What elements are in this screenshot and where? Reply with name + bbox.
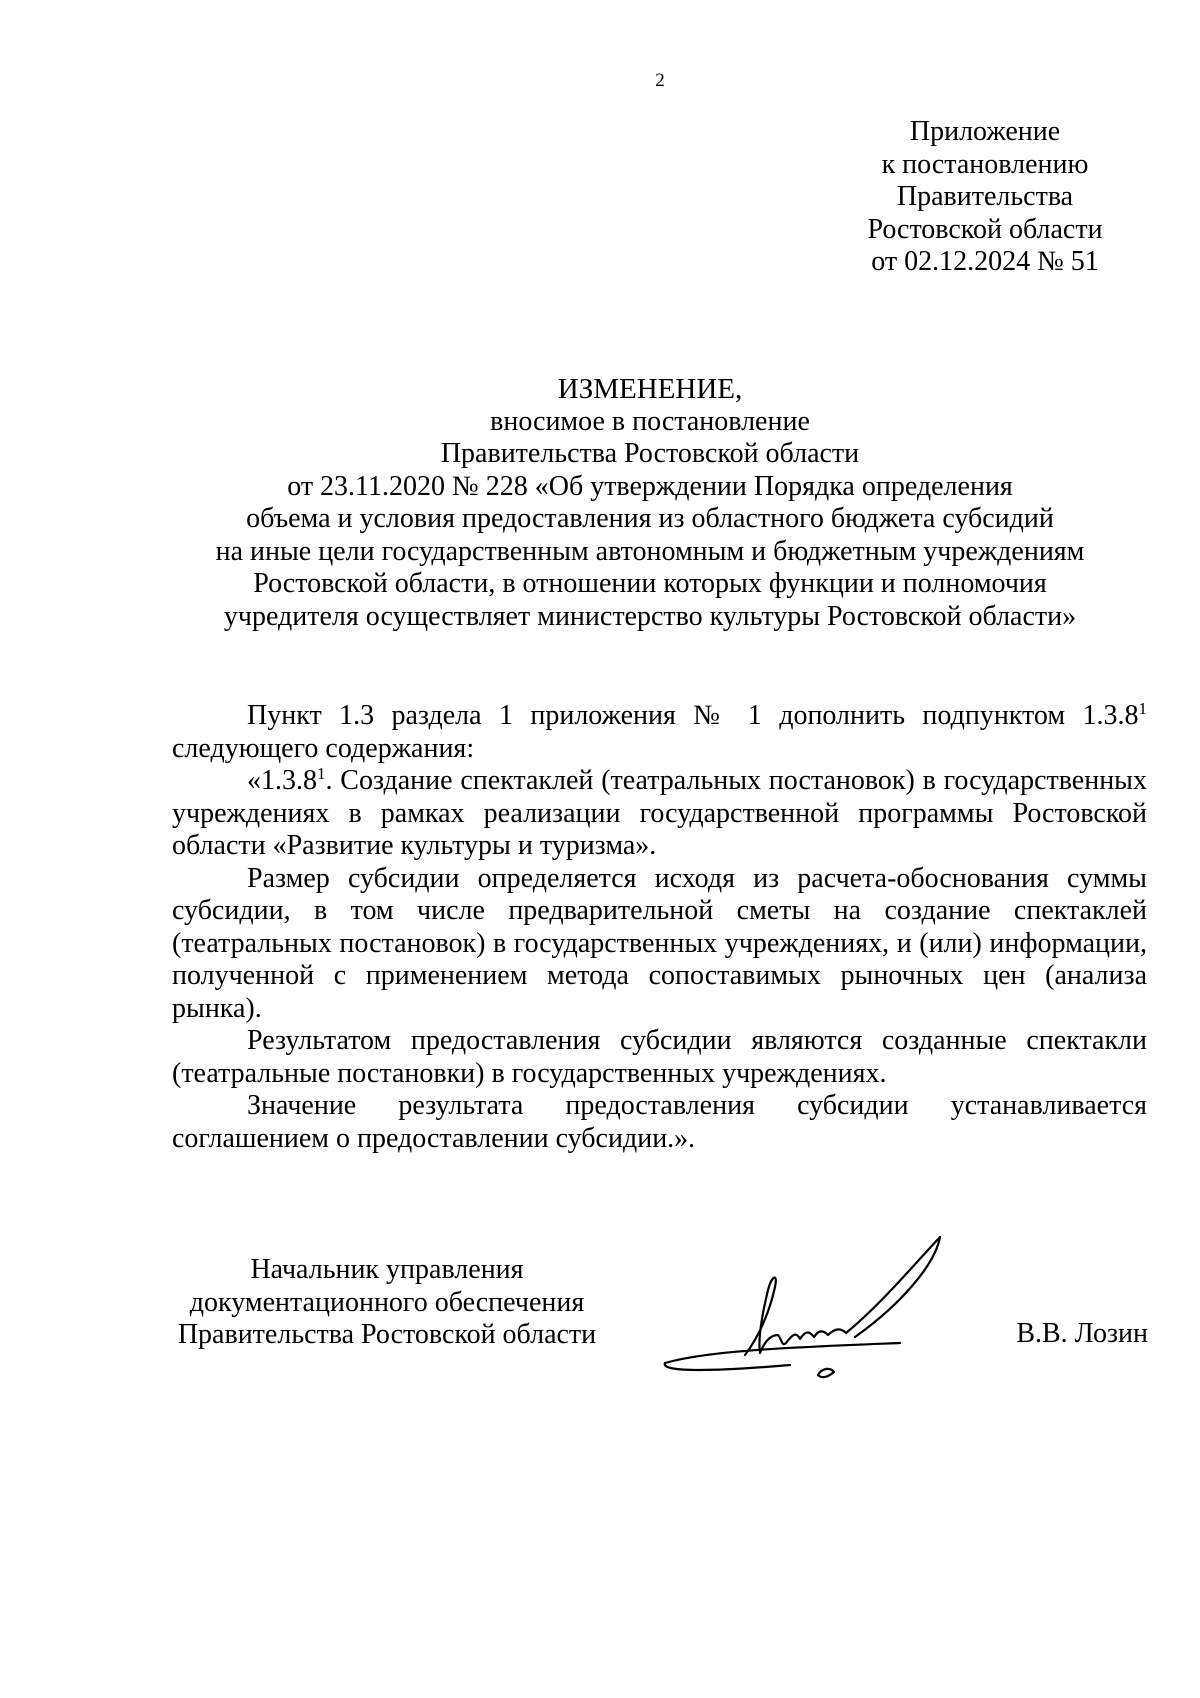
appendix-header (835, 116, 1135, 279)
appendix-line: Правительства (896, 181, 1074, 212)
title-line: вносимое в постановление (490, 405, 810, 437)
handwritten-signature (650, 1225, 980, 1390)
document-body (172, 700, 1147, 1155)
appendix-line: к постановлению (881, 148, 1089, 180)
p1-superscript: 1 (1138, 699, 1147, 718)
title-line: Ростовской области, в отношении которых функции и полномочия (253, 568, 1047, 599)
title-line: Правительства Ростовской области (440, 438, 860, 469)
body-paragraph-3: Размер субсидии определяется исходя из расчета-обоснования суммы субсидии, в том числе предварительной сметы на создание спектаклей (театральных постановок) в государственных учреждениях, и (или) информации, полученной с применением метода сопоставимых рыночных цен (анализа рынка). (172, 862, 1147, 1024)
appendix-line: Ростовской области (867, 213, 1103, 245)
position-line: документационного обеспечения (189, 1286, 585, 1318)
title-line: учредителя осуществляет министерство культуры Ростовской области» (223, 600, 1077, 632)
body-paragraph-4: Результатом предоставления субсидии являются созданные спектакли (театральные постановки) в государственных учреждениях. (172, 1025, 1147, 1089)
position-line: Начальник управления (250, 1254, 524, 1285)
position-line: Правительства Ростовской области (177, 1319, 597, 1350)
body-paragraph-5: Значение результата предоставления субсидии устанавливается соглашением о предоставлении субсидии.». (172, 1090, 1147, 1154)
title-line: объема и условия предоставления из областного бюджета субсидий (246, 503, 1054, 534)
signatory-position (172, 1254, 602, 1352)
signatory-name: В.В. Лозин (1016, 1318, 1148, 1349)
p1-text: Пункт 1.3 раздела 1 приложения № 1 дополнить подпунктом 1.3.8 (247, 700, 1139, 731)
p1-tail: следующего содержания: (172, 732, 475, 764)
body-paragraph-2 (172, 765, 1147, 863)
p2-start: «1.3.8 (247, 765, 317, 796)
p2-superscript: 1 (317, 764, 326, 783)
appendix-line: Приложение (909, 116, 1061, 147)
page-number: 2 (655, 70, 665, 91)
appendix-line: от 02.12.2024 № 51 (871, 246, 1099, 277)
title-line: от 23.11.2020 № 228 «Об утверждении Порядка определения (287, 470, 1013, 502)
p2-text: . Создание спектаклей (театральных постановок) в государственных учреждениях в рамках реализации государственной программы Ростовской области «Развитие культуры и туризма». (172, 765, 1147, 861)
document-title (150, 373, 1150, 633)
body-paragraph-1 (172, 700, 1147, 765)
title-heading: ИЗМЕНЕНИЕ, (557, 373, 743, 405)
title-line: на иные цели государственным автономным и бюджетным учреждениям (215, 535, 1085, 567)
